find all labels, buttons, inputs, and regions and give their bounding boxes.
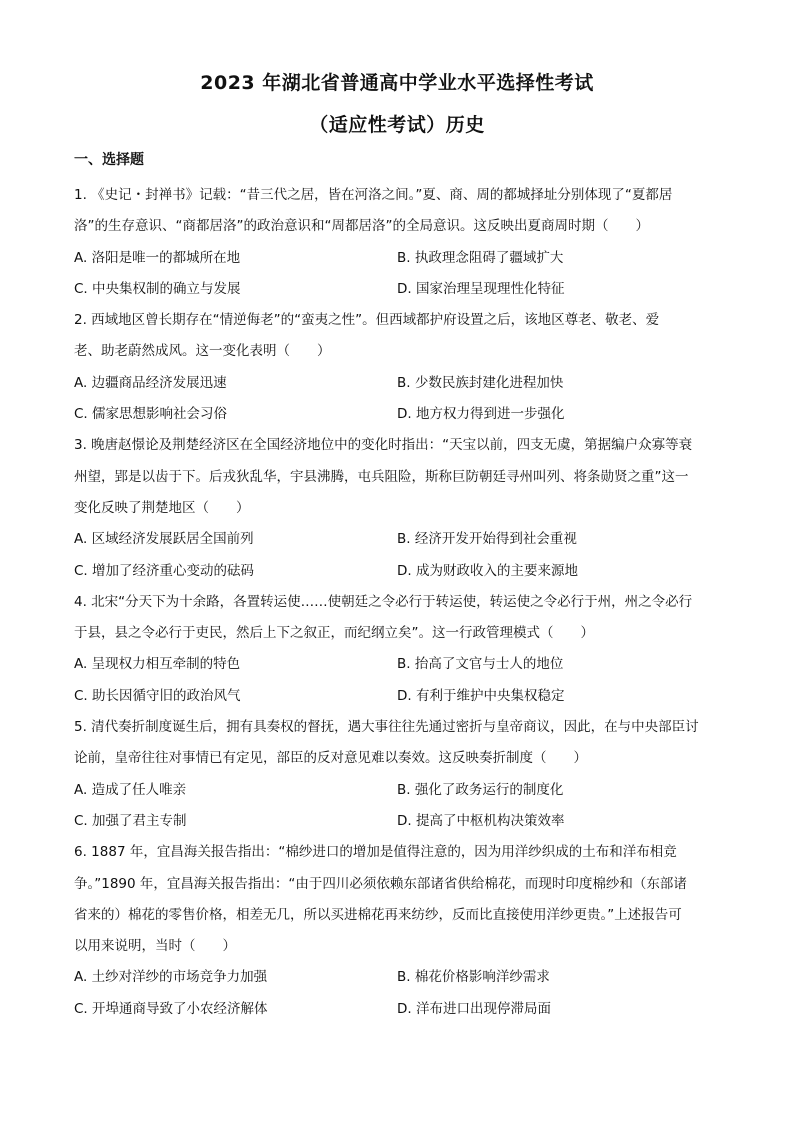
option-a[interactable]: A. 呈现权力相互牵制的特色 [74, 656, 241, 673]
question-stem-line: 1. 《史记・封禅书》记载：“昔三代之居，皆在河洛之间。”夏、商、周的都城择址分别体现了“夏都居 [74, 187, 673, 203]
question-stem-line: 以用来说明，当时（ ） [74, 938, 236, 955]
option-row [74, 681, 720, 712]
option-b[interactable]: B. 经济开发开始得到社会重视 [397, 531, 577, 548]
question-1 [74, 180, 720, 305]
option-b[interactable]: B. 执政理念阻碍了疆域扩大 [397, 249, 564, 266]
question-2 [74, 305, 720, 430]
option-row [74, 806, 720, 837]
option-d[interactable]: D. 地方权力得到进一步强化 [397, 406, 565, 423]
option-a[interactable]: A. 造成了任人唯亲 [74, 781, 187, 798]
option-row [74, 649, 720, 680]
question-6 [74, 837, 720, 1025]
option-c[interactable]: C. 增加了经济重心变动的砝码 [74, 562, 255, 579]
question-stem-line: 省来的）棉花的零售价格，相差无几，所以买进棉花再来纺纱，反而比直接使用洋纱更贵。”上述报告可 [74, 906, 682, 923]
question-stem-line: 3. 晚唐赵憬论及荆楚经济区在全国经济地位中的变化时指出：“天宝以前，四支无虞，第据编户众寡等衰 [74, 437, 693, 454]
question-stem-line: 论前，皇帝往往对事情已有定见，部臣的反对意见难以奏效。这反映奏折制度（ ） [74, 750, 587, 767]
option-d[interactable]: D. 提高了中枢机构决策效率 [397, 812, 565, 829]
question-stem-line: 6. 1887 年，宜昌海关报告指出：“棉纱进口的增加是值得注意的，因为用洋纱织成的土布和洋布相竞 [74, 844, 677, 861]
question-stem-line: 争。”1890 年，宜昌海关报告指出：“由于四川必须依赖东部诸省供给棉花，而现时印度棉纱和（东部诸 [74, 875, 687, 892]
option-row [74, 243, 720, 274]
option-c[interactable]: C. 助长因循守旧的政治风气 [74, 687, 241, 704]
question-5 [74, 712, 720, 837]
option-row [74, 524, 720, 555]
section-heading: 一、选择题 [74, 152, 144, 168]
option-a[interactable]: A. 土纱对洋纱的市场竞争力加强 [74, 969, 268, 986]
option-row [74, 368, 720, 399]
question-stem-line: 于县，县之令必行于吏民，然后上下之叙正，而纪纲立矣”。这一行政管理模式（ ） [74, 625, 594, 642]
question-stem-line: 老、助老蔚然成风。这一变化表明（ ） [74, 343, 331, 360]
option-d[interactable]: D. 成为财政收入的主要来源地 [397, 562, 578, 579]
question-3 [74, 430, 720, 586]
option-b[interactable]: B. 强化了政务运行的制度化 [397, 781, 564, 798]
question-stem-line: 州望，郢是以齿于下。后戎狄乱华，宇县沸腾，屯兵阻险，斯称巨防朝廷寻州叫列、将条勋贤之重”这一 [74, 468, 689, 485]
option-row [74, 399, 720, 430]
question-stem-line: 4. 北宋“分天下为十余路，各置转运使……使朝廷之令必行于转运使，转运使之令必行于州，州之令必行 [74, 593, 693, 610]
option-row [74, 775, 720, 806]
option-b[interactable]: B. 抬高了文官与士人的地位 [397, 656, 564, 673]
exam-title: 2023 年湖北省普通高中学业水平选择性考试 [200, 72, 594, 94]
option-a[interactable]: A. 区域经济发展跃居全国前列 [74, 531, 254, 548]
option-row [74, 556, 720, 587]
question-list [74, 180, 720, 1025]
option-d[interactable]: D. 国家治理呈现理性化特征 [397, 280, 565, 297]
option-c[interactable]: C. 加强了君主专制 [74, 812, 187, 829]
option-row [74, 274, 720, 305]
question-4 [74, 587, 720, 712]
question-stem-line: 变化反映了荆楚地区（ ） [74, 499, 250, 516]
option-a[interactable]: A. 边疆商品经济发展迅速 [74, 374, 227, 391]
option-c[interactable]: C. 开埠通商导致了小农经济解体 [74, 1000, 268, 1017]
option-a[interactable]: A. 洛阳是唯一的都城所在地 [74, 249, 241, 266]
option-b[interactable]: B. 棉花价格影响洋纱需求 [397, 969, 550, 986]
option-b[interactable]: B. 少数民族封建化进程加快 [397, 374, 564, 391]
exam-subtitle: （适应性考试）历史 [309, 114, 485, 136]
question-stem-line: 2. 西域地区曾长期存在“情逆侮老”的“蛮夷之性”。但西域都护府设置之后，该地区尊老、敬老、爱 [74, 312, 660, 329]
question-stem-line: 洛”的生存意识、“商都居洛”的政治意识和“周都居洛”的全局意识。这反映出夏商周时期（ ） [74, 218, 649, 235]
option-d[interactable]: D. 有利于维护中央集权稳定 [397, 687, 565, 704]
option-row [74, 962, 720, 993]
option-c[interactable]: C. 中央集权制的确立与发展 [74, 280, 241, 297]
option-d[interactable]: D. 洋布进口出现停滞局面 [397, 1000, 551, 1017]
question-stem-line: 5. 清代奏折制度诞生后，拥有具奏权的督抚，遇大事往往先通过密折与皇帝商议，因此，在与中央部臣讨 [74, 719, 699, 736]
option-row [74, 994, 720, 1025]
option-c[interactable]: C. 儒家思想影响社会习俗 [74, 406, 228, 423]
